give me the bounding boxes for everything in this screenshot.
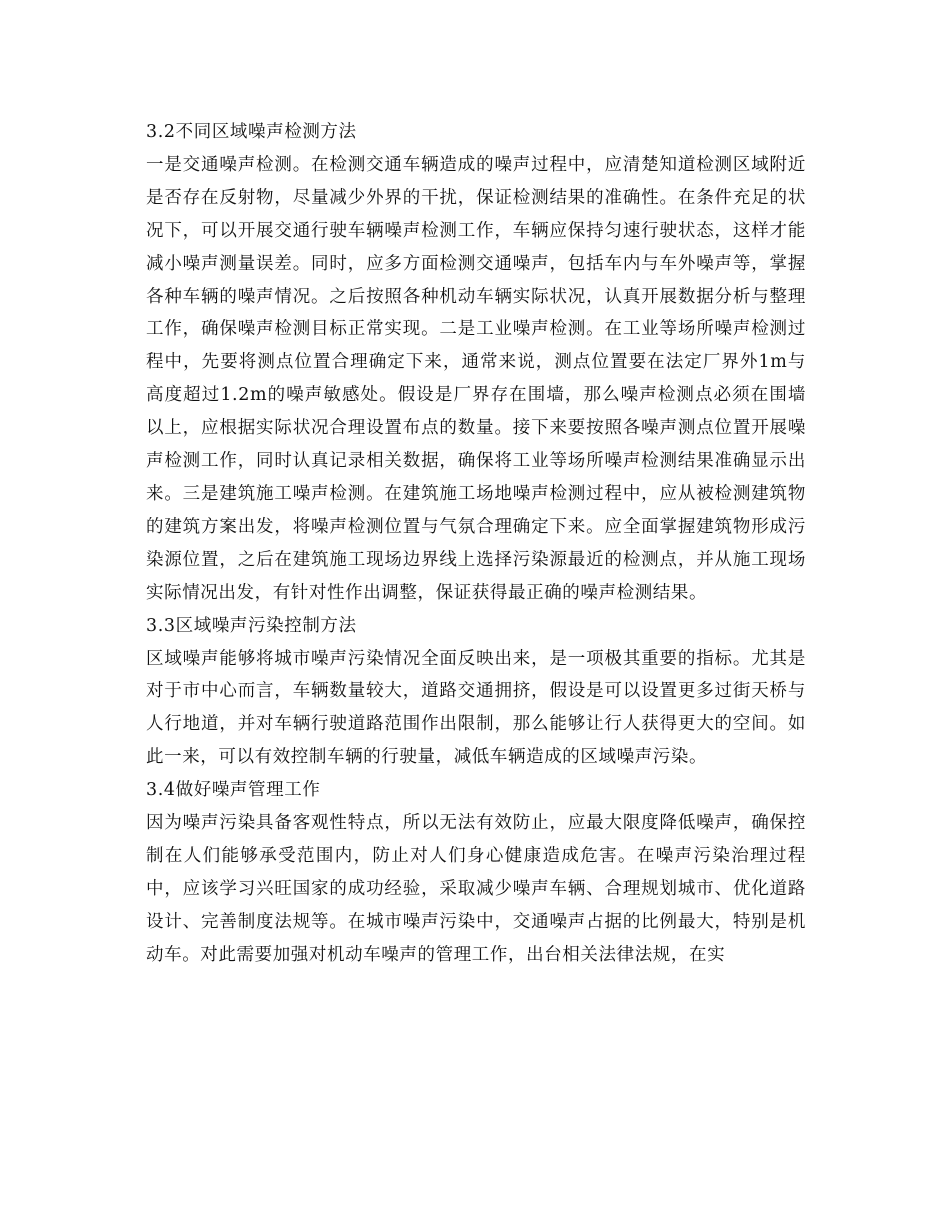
section-heading-3-4: 3.4做好噪声管理工作 — [146, 780, 321, 801]
section-paragraph-3-4: 因为噪声污染具备客观性特点，所以无法有效防止，应最大限度降低噪声，确保控制在人们能够承受范围内，防止对人们身心健康造成危害。在噪声污染治理过程中，应该学习兴旺国家的成功经验，采取减少噪声车辆、合理规划城市、优化道路设计、完善制度法规等。在城市噪声污染中，交通噪声占据的比例最大，特别是机动车。对此需要加强对机动车噪声的管理工作，出台相关法律法规，在实 — [146, 813, 806, 965]
document-body — [146, 116, 806, 972]
section-paragraph-3-3: 区域噪声能够将城市噪声污染情况全面反映出来，是一项极其重要的指标。尤其是对于市中心而言，车辆数量较大，道路交通拥挤，假设是可以设置更多过街天桥与人行地道，并对车辆行驶道路范围作出限制，那么能够让行人获得更大的空间。如此一来，可以有效控制车辆的行驶量，减低车辆造成的区域噪声污染。 — [146, 648, 806, 768]
section-heading-3-3: 3.3区域噪声污染控制方法 — [146, 615, 357, 636]
section-heading-3-2: 3.2不同区域噪声检测方法 — [146, 122, 357, 142]
section-paragraph-3-2: 一是交通噪声检测。在检测交通车辆造成的噪声过程中，应清楚知道检测区域附近是否存在反射物，尽量减少外界的干扰，保证检测结果的准确性。在条件充足的状况下，可以开展交通行驶车辆噪声检测工作，车辆应保持匀速行驶状态，这样才能减小噪声测量误差。同时，应多方面检测交通噪声，包括车内与车外噪声等，掌握各种车辆的噪声情况。之后按照各种机动车辆实际状况，认真开展数据分析与整理工作，确保噪声检测目标正常实现。二是工业噪声检测。在工业等场所噪声检测过程中，先要将测点位置合理确定下来，通常来说，测点位置要在法定厂界外1m与高度超过1.2m的噪声敏感处。假设是厂界存在围墙，那么噪声检测点必须在围墙以上，应根据实际状况合理设置布点的数量。接下来要按照各噪声测点位置开展噪声检测工作，同时认真记录相关数据，确保将工业等场所噪声检测结果准确显示出来。三是建筑施工噪声检测。在建筑施工场地噪声检测过程中，应从被检测建筑物的建筑方案出发，将噪声检测位置与气氛合理确定下来。应全面掌握建筑物形成污染源位置，之后在建筑施工现场边界线上选择污染源最近的检测点，并从施工现场实际情况出发，有针对性作出调整，保证获得最正确的噪声检测结果。 — [146, 154, 806, 603]
